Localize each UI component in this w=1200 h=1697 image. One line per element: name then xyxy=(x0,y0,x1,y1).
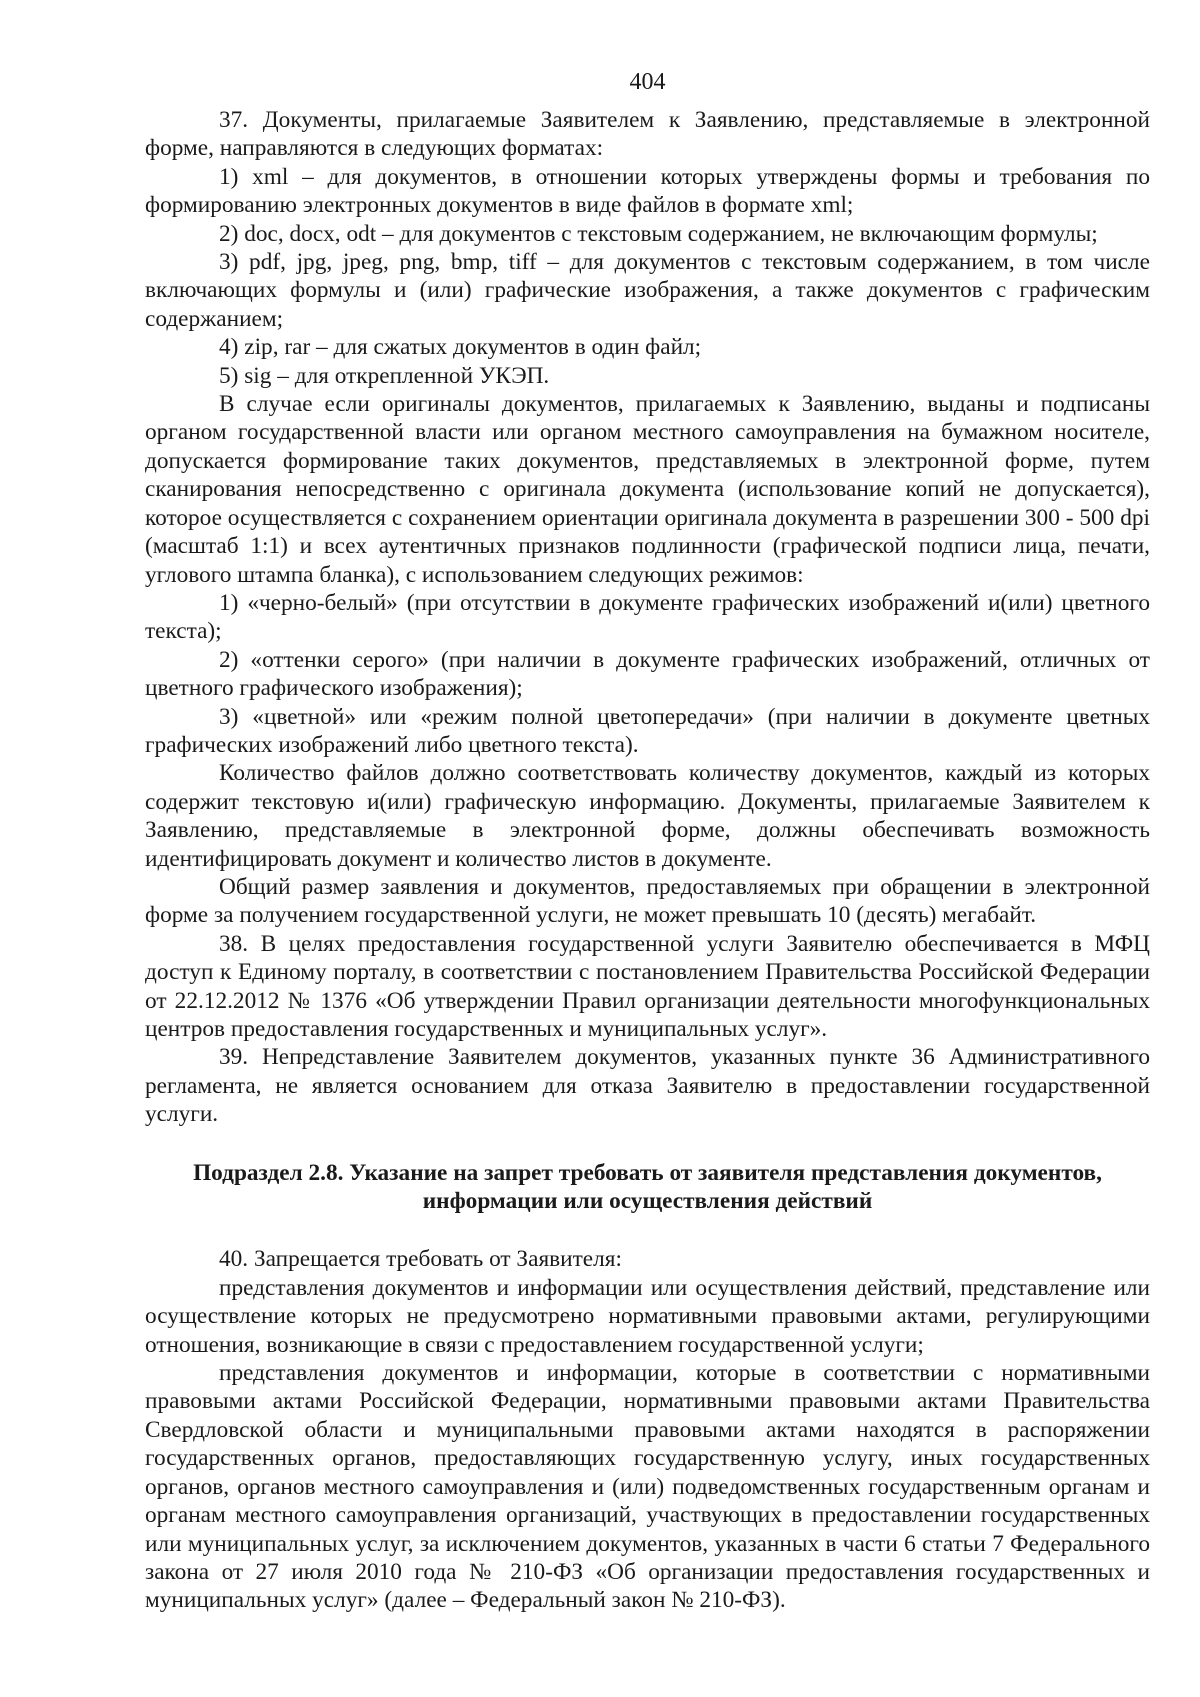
paragraph-scanning: В случае если оригиналы документов, прилагаемых к Заявлению, выданы и подписаны органом государственной власти или органом местного самоуправления на бумажном носителе, допускается формирование таких документов, представляемых в электронной форме, путем сканирования непосредственно с оригинала документа (использование копий не допускается), которое осуществляется с сохранением ориентации оригинала документа в разрешении 300 - 500 dpi (масштаб 1:1) и всех аутентичных признаков подлинности (графической подписи лица, печати, углового штампа бланка), с использованием следующих режимов: xyxy=(145,391,1150,588)
format-item-pdf: 3) pdf, jpg, jpeg, png, bmp, tiff – для документов с текстовым содержанием, в том числе включающих формулы и (или) графические изображения, а также документов с графическим содержанием; xyxy=(145,249,1150,332)
section-heading xyxy=(145,1159,1150,1216)
prohibition-item-1: представления документов и информации или осуществления действий, представление или осуществление которых не предусмотрено нормативными правовыми актами, регулирующими отношения, возникающие в связи с предоставлением государственной услуги; xyxy=(145,1274,1150,1358)
paragraph-file-count: Количество файлов должно соответствовать количеству документов, каждый из которых содержит текстовую и(или) графическую информацию. Документы, прилагаемые Заявителем к Заявлению, представляемые в электронной форме, должны обеспечивать возможность идентифицировать документ и количество листов в документе. xyxy=(145,760,1150,872)
paragraph-total-size: Общий размер заявления и документов, предоставляемых при обращении в электронной форме за получением государственной услуги, не может превышать 10 (десять) мегабайт. xyxy=(145,873,1150,929)
prohibition-item-2: представления документов и информации, которые в соответствии с нормативными правовыми актами Российской Федерации, нормативными правовыми актами Правительства Свердловской области и муниципальными правовыми актами находятся в распоряжении государственных органов, предоставляющих государственную услугу, иных государственных органов, органов местного самоуправления и (или) подведомственных государственным органам и органам местного самоуправления организаций, участвующих в предоставлении государственных или муниципальных услуг, за исключением документов, указанных в части 6 статьи 7 Федерального закона от 27 июля 2010 года № 210-ФЗ «Об организации предоставления государственных и муниципальных услуг» (далее – Федеральный закон № 210-ФЗ). xyxy=(145,1360,1150,1614)
section-heading-line-1: Подраздел 2.8. Указание на запрет требовать от заявителя представления документов, xyxy=(193,1159,1102,1186)
page-number: 404 xyxy=(629,69,666,95)
paragraph-39: 39. Непредставление Заявителем документов, указанных пункте 36 Административного регламента, не является основанием для отказа Заявителю в предоставлении государственной услуги. xyxy=(145,1044,1150,1128)
paragraph-37-intro: 37. Документы, прилагаемые Заявителем к Заявлению, представляемые в электронной форме, направляются в следующих форматах: xyxy=(145,107,1150,162)
mode-item-bw: 1) «черно-белый» (при отсутствии в документе графических изображений и(или) цветного текста); xyxy=(145,589,1150,645)
paragraph-38: 38. В целях предоставления государственной услуги Заявителю обеспечивается в МФЦ доступ к Единому порталу, в соответствии с постановлением Правительства Российской Федерации от 22.12.2012 № 1376 «Об утверждении Правил организации деятельности многофункциональных центров предоставления государственных и муниципальных услуг». xyxy=(145,930,1150,1042)
mode-item-color: 3) «цветной» или «режим полной цветопередачи» (при наличии в документе цветных графических изображений либо цветного текста). xyxy=(145,703,1150,758)
section-heading-line-2: информации или осуществления действий xyxy=(422,1188,873,1215)
format-item-zip: 4) zip, rar – для сжатых документов в один файл; xyxy=(219,334,702,361)
format-item-sig: 5) sig – для открепленной УКЭП. xyxy=(219,362,550,389)
paragraph-40: 40. Запрещается требовать от Заявителя: xyxy=(219,1246,622,1273)
mode-item-grayscale: 2) «оттенки серого» (при наличии в документе графических изображений, отличных от цветного графического изображения); xyxy=(145,646,1150,702)
section-body xyxy=(145,1245,1150,1614)
format-item-xml: 1) xml – для документов, в отношении которых утверждены формы и требования по формированию электронных документов в виде файлов в формате xml; xyxy=(145,163,1150,219)
format-item-doc: 2) doc, docx, odt – для документов с текстовым содержанием, не включающим формулы; xyxy=(219,220,1098,247)
document-page xyxy=(145,68,1150,1615)
